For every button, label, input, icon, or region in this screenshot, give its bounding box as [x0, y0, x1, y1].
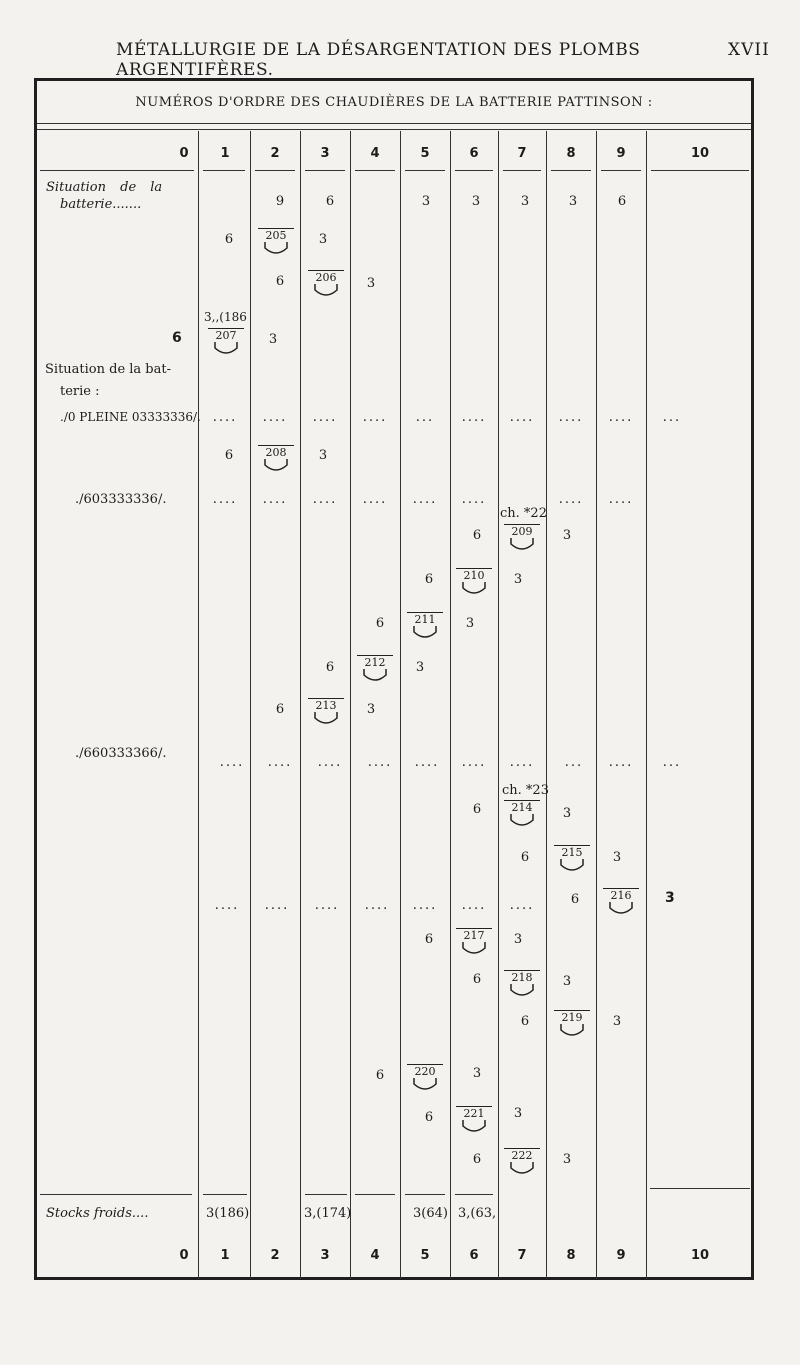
cell: 6 — [375, 1068, 385, 1083]
cell: 3 — [513, 932, 523, 947]
boiler-bowl-icon — [461, 582, 487, 596]
column-footer-4: 4 — [370, 1248, 380, 1263]
cell: 6 — [617, 194, 627, 209]
column-footer-7: 7 — [517, 1248, 527, 1263]
boiler-number: 213 — [308, 698, 344, 712]
dots: .... — [608, 492, 634, 507]
stocks-label: Stocks froids.... — [46, 1206, 149, 1221]
column-rule — [450, 131, 451, 1279]
cell: 3 — [562, 528, 572, 543]
boiler-number: 220 — [407, 1064, 443, 1078]
boiler-number: 216 — [603, 888, 639, 902]
cell: 3 — [520, 194, 530, 209]
rule — [405, 1194, 445, 1195]
dots: .... — [364, 898, 390, 913]
column-footer-9: 9 — [616, 1248, 626, 1263]
cell: 3 — [471, 194, 481, 209]
cell: 6 — [325, 194, 335, 209]
cell: 3 — [513, 1106, 523, 1121]
column-rule — [300, 131, 301, 1279]
rule — [37, 129, 751, 130]
cell: 3 — [318, 448, 328, 463]
boiler-212 — [357, 655, 393, 685]
stock-cell: 3,(174) — [304, 1206, 352, 1221]
cell: 3,,(186 — [204, 310, 247, 324]
column-header-4: 4 — [370, 146, 380, 161]
boiler-number: 208 — [258, 445, 294, 459]
state-label: ./603333336/. — [75, 492, 167, 507]
boiler-number: 217 — [456, 928, 492, 942]
rule — [203, 1194, 247, 1195]
cell: 6 — [472, 802, 482, 817]
cell: 3 — [568, 194, 578, 209]
boiler-208 — [258, 445, 294, 475]
page-number: XVII — [728, 40, 770, 60]
boiler-bowl-icon — [412, 626, 438, 640]
boiler-205 — [258, 228, 294, 258]
column-footer-10: 10 — [690, 1248, 710, 1263]
rule — [305, 170, 345, 171]
boiler-213 — [308, 698, 344, 728]
column-rule — [596, 131, 597, 1279]
boiler-bowl-icon — [461, 942, 487, 956]
boiler-number: 212 — [357, 655, 393, 669]
boiler-207 — [208, 328, 244, 358]
boiler-215 — [554, 845, 590, 875]
cell: 3 — [562, 974, 572, 989]
boiler-number: 207 — [208, 328, 244, 342]
rule — [40, 170, 194, 171]
boiler-number: 209 — [504, 524, 540, 538]
cell: 3 — [366, 702, 376, 717]
dots: .... — [317, 755, 343, 770]
boiler-number: 215 — [554, 845, 590, 859]
dots: .... — [461, 898, 487, 913]
stock-cell: 3(64) — [413, 1206, 448, 1221]
column-footer-5: 5 — [420, 1248, 430, 1263]
column-footer-6: 6 — [469, 1248, 479, 1263]
boiler-222 — [504, 1148, 540, 1178]
column-header-6: 6 — [469, 146, 479, 161]
cell: 3 — [562, 1152, 572, 1167]
boiler-bowl-icon — [412, 1078, 438, 1092]
rule — [601, 170, 641, 171]
cell: 6 — [472, 972, 482, 987]
dots: .... — [212, 410, 238, 425]
column-header-9: 9 — [616, 146, 626, 161]
cell: 3 — [562, 806, 572, 821]
boiler-210 — [456, 568, 492, 598]
rule — [255, 170, 295, 171]
situation-label: Situation de la bat- — [45, 362, 172, 377]
column-footer-0: 0 — [179, 1248, 189, 1263]
cell: 3 — [472, 1066, 482, 1081]
boiler-bowl-icon — [559, 859, 585, 873]
dots: .... — [312, 410, 338, 425]
boiler-number: 205 — [258, 228, 294, 242]
rule — [405, 170, 445, 171]
dots: ... — [662, 410, 682, 425]
cell: 3 — [318, 232, 328, 247]
cell: 6 — [472, 1152, 482, 1167]
boiler-number: 219 — [554, 1010, 590, 1024]
column-footer-8: 8 — [566, 1248, 576, 1263]
boiler-bowl-icon — [213, 342, 239, 356]
dots: .... — [412, 898, 438, 913]
column-rule — [400, 131, 401, 1279]
cell: 3 — [513, 572, 523, 587]
cell-note: ch. *22 — [500, 506, 547, 521]
dots: .... — [267, 755, 293, 770]
column-rule — [250, 131, 251, 1279]
boiler-218 — [504, 970, 540, 1000]
cell: 3 — [612, 850, 622, 865]
rule — [355, 1194, 395, 1195]
boiler-211 — [407, 612, 443, 642]
cell: 9 — [275, 194, 285, 209]
dots: .... — [264, 898, 290, 913]
boiler-217 — [456, 928, 492, 958]
column-rule — [646, 131, 647, 1279]
cell: 6 — [520, 1014, 530, 1029]
boiler-number: 210 — [456, 568, 492, 582]
cell: 3 — [366, 276, 376, 291]
boiler-bowl-icon — [362, 669, 388, 683]
cell: 6 — [570, 892, 580, 907]
dots: .... — [608, 755, 634, 770]
column-header-0: 0 — [179, 146, 189, 161]
dots: .... — [414, 755, 440, 770]
column-rule — [350, 131, 351, 1279]
dots: ... — [662, 755, 682, 770]
boiler-bowl-icon — [313, 284, 339, 298]
cell: 6 — [424, 932, 434, 947]
rule — [455, 1194, 493, 1195]
dots: .... — [558, 492, 584, 507]
dots: .... — [509, 410, 535, 425]
dots: .... — [362, 492, 388, 507]
running-title: MÉTALLURGIE DE LA DÉSARGENTATION DES PLOMBS ARGENTIFÈRES. — [116, 40, 641, 80]
boiler-bowl-icon — [461, 1120, 487, 1134]
cell: 6 — [172, 330, 182, 346]
cell: 6 — [424, 1110, 434, 1125]
dots: .... — [314, 898, 340, 913]
boiler-bowl-icon — [509, 984, 535, 998]
rule — [551, 170, 591, 171]
rule — [651, 170, 749, 171]
boiler-bowl-icon — [608, 902, 634, 916]
cell: 6 — [325, 660, 335, 675]
dots: .... — [461, 410, 487, 425]
column-footer-2: 2 — [270, 1248, 280, 1263]
boiler-number: 211 — [407, 612, 443, 626]
table-caption: NUMÉROS D'ORDRE DES CHAUDIÈRES DE LA BATTERIE PATTINSON : — [135, 95, 653, 110]
column-header-7: 7 — [517, 146, 527, 161]
cell: 6 — [520, 850, 530, 865]
boiler-209 — [504, 524, 540, 554]
dots: .... — [608, 410, 634, 425]
column-header-2: 2 — [270, 146, 280, 161]
boiler-221 — [456, 1106, 492, 1136]
rule — [650, 1188, 750, 1189]
boiler-bowl-icon — [263, 242, 289, 256]
cell: 3 — [465, 616, 475, 631]
stock-cell: 3,(63, — [458, 1206, 497, 1221]
boiler-bowl-icon — [559, 1024, 585, 1038]
dots: .... — [312, 492, 338, 507]
boiler-220 — [407, 1064, 443, 1094]
cell: 3 — [612, 1014, 622, 1029]
dots: .... — [509, 898, 535, 913]
boiler-number: 206 — [308, 270, 344, 284]
rule — [355, 170, 395, 171]
cell: 3 — [665, 890, 675, 906]
rule — [305, 1194, 347, 1195]
boiler-bowl-icon — [263, 459, 289, 473]
dots: .... — [558, 410, 584, 425]
column-rule — [546, 131, 547, 1279]
boiler-219 — [554, 1010, 590, 1040]
boiler-214 — [504, 800, 540, 830]
cell: 6 — [375, 616, 385, 631]
rule — [37, 123, 751, 124]
dots: .... — [214, 898, 240, 913]
state-label: ./0 PLEINE 03333336/. — [60, 410, 201, 424]
cell: 6 — [275, 274, 285, 289]
column-header-1: 1 — [220, 146, 230, 161]
column-footer-1: 1 — [220, 1248, 230, 1263]
column-header-10: 10 — [690, 146, 710, 161]
column-rule — [198, 131, 199, 1279]
dots: .... — [461, 755, 487, 770]
dots: .... — [412, 492, 438, 507]
column-header-3: 3 — [320, 146, 330, 161]
dots: .... — [219, 755, 245, 770]
cell: 3 — [268, 332, 278, 347]
rule — [503, 170, 541, 171]
boiler-bowl-icon — [509, 538, 535, 552]
dots: .... — [362, 410, 388, 425]
boiler-number: 218 — [504, 970, 540, 984]
column-header-5: 5 — [420, 146, 430, 161]
boiler-number: 222 — [504, 1148, 540, 1162]
column-footer-3: 3 — [320, 1248, 330, 1263]
dots: .... — [262, 492, 288, 507]
column-rule — [498, 131, 499, 1279]
situation-label: terie : — [60, 384, 100, 399]
dots: .... — [367, 755, 393, 770]
cell: 3 — [421, 194, 431, 209]
dots: ... — [564, 755, 584, 770]
boiler-bowl-icon — [509, 1162, 535, 1176]
boiler-bowl-icon — [313, 712, 339, 726]
rule — [203, 170, 245, 171]
boiler-216 — [603, 888, 639, 918]
cell: 6 — [275, 702, 285, 717]
boiler-number: 214 — [504, 800, 540, 814]
stock-cell: 3(186) — [206, 1206, 250, 1221]
dots: .... — [509, 755, 535, 770]
state-label: ./660333366/. — [75, 746, 167, 761]
cell: 6 — [424, 572, 434, 587]
cell: 6 — [224, 448, 234, 463]
dots: .... — [212, 492, 238, 507]
boiler-206 — [308, 270, 344, 300]
dots: .... — [262, 410, 288, 425]
cell-note: ch. *23 — [502, 783, 549, 798]
boiler-number: 221 — [456, 1106, 492, 1120]
rule — [455, 170, 493, 171]
rule — [40, 1194, 192, 1195]
column-header-8: 8 — [566, 146, 576, 161]
dots: ... — [415, 410, 435, 425]
cell: 3 — [415, 660, 425, 675]
situation-label: Situation de la — [46, 180, 163, 195]
dots: .... — [461, 492, 487, 507]
boiler-bowl-icon — [509, 814, 535, 828]
situation-label: batterie....... — [60, 197, 142, 212]
cell: 6 — [472, 528, 482, 543]
cell: 6 — [224, 232, 234, 247]
